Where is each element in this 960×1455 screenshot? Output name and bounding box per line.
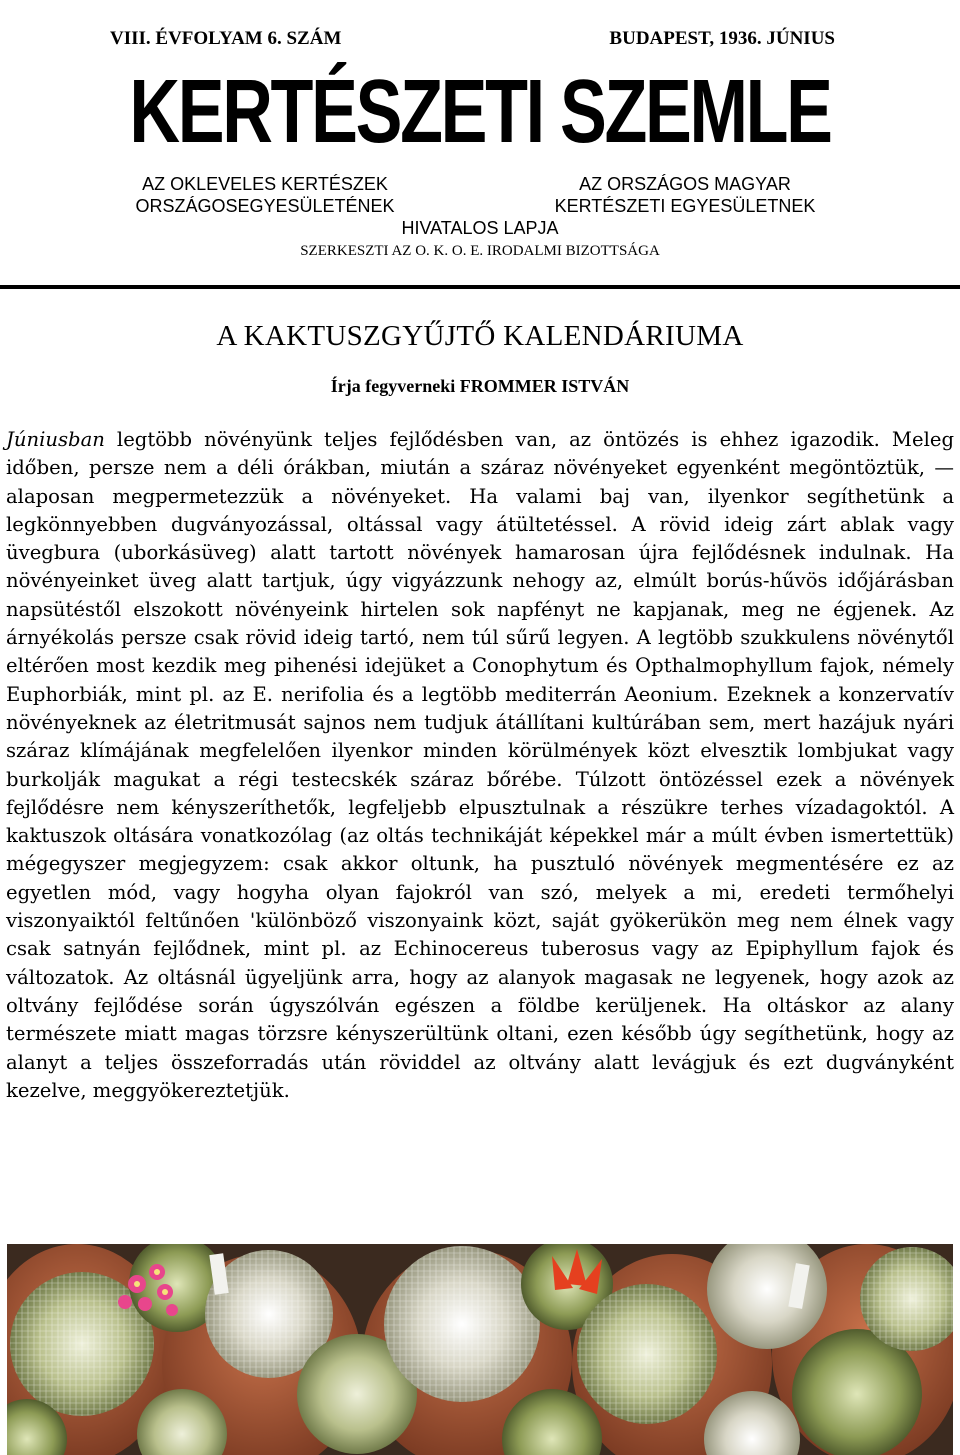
org-right-line-2: KERTÉSZETI EGYESÜLETNEK [554, 196, 816, 216]
cactus-photo [7, 1244, 953, 1455]
official-journal: HIVATALOS LAPJA [401, 218, 559, 238]
publisher-line-1 [105, 173, 855, 195]
editorial-committee: SZERKESZTI AZ O. K. O. E. IRODALMI BIZOTTSÁGA [300, 243, 660, 259]
issue-line [110, 28, 835, 50]
header-rule [0, 285, 960, 289]
cactus-pots-image [7, 1244, 953, 1455]
publisher-line-2 [105, 195, 855, 217]
masthead-title: KERTÉSZETI SZEMLE [129, 62, 831, 162]
volume-number: VIII. ÉVFOLYAM 6. SZÁM [110, 28, 342, 49]
org-right-line-1: AZ ORSZÁGOS MAGYAR [579, 174, 791, 194]
article-body [6, 426, 954, 1105]
lead-word: Júniusban [6, 428, 105, 451]
org-left-line-1: AZ OKLEVELES KERTÉSZEK [142, 174, 388, 194]
place-date: BUDAPEST, 1936. JÚNIUS [609, 28, 835, 49]
article-title: A KAKTUSZGYŰJTŐ KALENDÁRIUMA [216, 320, 744, 352]
article-byline: Írja fegyverneki FROMMER ISTVÁN [330, 376, 630, 396]
org-left-line-2: ORSZÁGOSEGYESÜLETÉNEK [135, 196, 395, 216]
body-text: legtöbb növényünk teljes fejlődésben van, az öntözés is ehhez igazodik. Meleg időben, persze nem a déli órákban, miután a száraz növényeket egyenként megöntöztük, — alaposan megpermetezzük a növényeket. Ha valami baj van, ilyenkor segíthetünk a legkönnyebben dugványozással, oltással vagy átültetéssel. A rövid ideig zárt ablak vagy üvegbura (uborkásüveg) alatt tartott növények hamarosan újra fejlődésnek indulnak. Ha növényeinket üveg alatt tartjuk, úgy vigyázzunk nehogy az, elmúlt borús-hűvös időjárásban napsütéstől elszokott növényeink hirtelen sok napfényt ne kapjanak, meg ne égjenek. Az árnyékolás persze csak rövid ideig tartó, nem túl sűrű legyen. A legtöbb szukkulens növénytől eltérően most kezdik meg pihenési idejüket a Conophytum és Opthalmophyllum fajok, némely Euphorbiák, mint pl. az E. nerifolia és a legtöbb mediterrán Aeonium. Ezeknek a konzervatív növényeknek az életritmusát sajnos nem tudjuk átállítani kultúrában sem, mert hazájuk nyári száraz klímájának megfelelően ilyenkor minden körülmények közt elvesztik lombjukat vagy burkolják magukat a régi testecskék száraz bőrébe. Túlzott öntözéssel ezek a növények fejlődésre nem kényszeríthetők, legfeljebb elpusztulnak a részükre terhes vízadagoktól. A kaktuszok oltására vonatkozólag (az oltás technikáját képekkel már a múlt évben ismertettük) mégegyszer megjegyzem: csak akkor oltunk, ha pusztuló növények megmentésére ez az egyetlen mód, vagy hogyha olyan fajokról van szó, melyek a mi, eredeti termőhelyi viszonyaiktól feltűnően 'különböző viszonyaink közt, saját gyökerükön meg nem élnek vagy csak satnyán fejlődnek, mint pl. az Echinocereus tuberosus vagy az Epiphyllum fajok és változatok. Az oltásnál ügyeljünk arra, hogy az alanyok magasak ne legyenek, hogy azok az oltvány fejlődése során úgyszólván egészen a földbe kerüljenek. Ha oltáskor az alany természete miatt magas törzsre kényszerültünk oltani, ezen később úgy segíthetünk, hogy az alanyt a teljes összeforradás után röviddel az oltvány alatt levágjuk és ezt dugványként kezelve, meggyökereztetjük. [6, 428, 954, 1102]
